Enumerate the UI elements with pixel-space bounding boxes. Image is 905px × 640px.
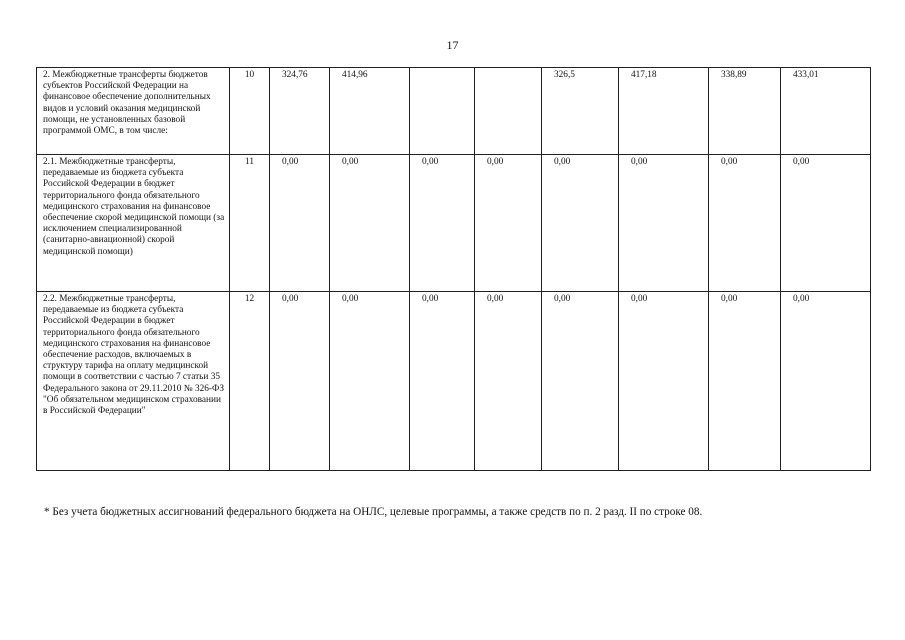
row-code: 11 [230,155,270,292]
row-code: 10 [230,68,270,155]
value-cell: 0,00 [475,155,542,292]
row-code: 12 [230,292,270,471]
value-cell [410,68,475,155]
page-number: 17 [446,38,459,52]
value-cell: 0,00 [475,292,542,471]
value-cell: 338,89 [709,68,781,155]
budget-table [36,67,871,471]
value-cell: 0,00 [410,155,475,292]
value-cell: 0,00 [270,292,330,471]
value-cell: 0,00 [542,155,619,292]
value-cell: 0,00 [619,292,709,471]
value-cell [475,68,542,155]
table-row [37,68,871,155]
row-description: 2. Межбюджетные трансферты бюджетов субъектов Российской Федерации на финансовое обеспечение дополнительных видов и условий оказания медицинской помощи, не установленных базовой программой ОМС, в том числе: [37,68,230,155]
value-cell: 0,00 [781,155,871,292]
value-cell: 0,00 [270,155,330,292]
row-description: 2.2. Межбюджетные трансферты, передаваемые из бюджета субъекта Российской Федерации в бюджет территориального фонда обязательного медицинского страхования на финансовое обеспечение расходов, включаемых в структуру тарифа на оплату медицинской помощи в соответствии с частью 7 статьи 35 Федерального закона от 29.11.2010 № 326-ФЗ "Об обязательном медицинском страховании в Российской Федерации" [37,292,230,471]
value-cell: 417,18 [619,68,709,155]
value-cell: 324,76 [270,68,330,155]
value-cell: 0,00 [709,292,781,471]
value-cell: 326,5 [542,68,619,155]
value-cell: 0,00 [781,292,871,471]
footnote: * Без учета бюджетных ассигнований федерального бюджета на ОНЛС, целевые программы, а также средств по п. 2 разд. II по строке 08. [44,506,703,518]
value-cell: 0,00 [410,292,475,471]
value-cell: 0,00 [330,155,410,292]
table-row [37,155,871,292]
row-description: 2.1. Межбюджетные трансферты, передаваемые из бюджета субъекта Российской Федерации в бюджет территориального фонда обязательного медицинского страхования на финансовое обеспечение скорой медицинской помощи (за исключением специализированной (санитарно-авиационной) скорой медицинской помощи) [37,155,230,292]
value-cell: 0,00 [542,292,619,471]
value-cell: 0,00 [619,155,709,292]
value-cell: 0,00 [330,292,410,471]
value-cell: 433,01 [781,68,871,155]
table-row [37,292,871,471]
value-cell: 0,00 [709,155,781,292]
value-cell: 414,96 [330,68,410,155]
